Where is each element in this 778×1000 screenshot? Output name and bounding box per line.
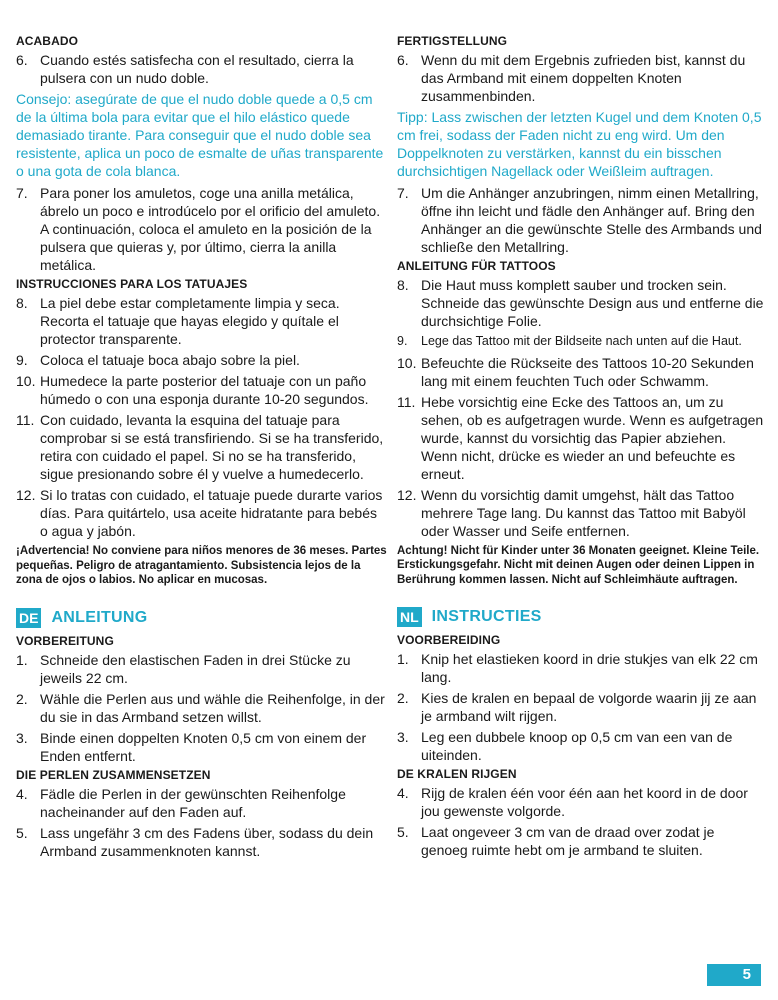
step-item: [397, 784, 765, 820]
tip-es: Consejo: asegúrate de que el nudo doble quede a 0,5 cm de la última bola para evitar que el hilo elástico quede demasiado tirante. Para conseguir que el nudo doble sea resistente, aplica un poco de esmalte de uñas transparente o una gota de cola blanca.: [16, 91, 384, 179]
step-item: [16, 690, 388, 726]
step-number: 6.: [397, 52, 409, 68]
step-text: La piel debe estar completamente limpia y seca. Recorta el tatuaje que hayas elegido y quítale el protector transparente.: [40, 295, 340, 347]
step-item: [16, 372, 388, 408]
step-item: [397, 184, 765, 256]
step-item: [16, 51, 388, 87]
beads-steps-de: [16, 785, 388, 860]
step-number: 10.: [16, 373, 36, 389]
left-column: [16, 34, 388, 863]
step-number: 12.: [397, 486, 417, 503]
step-item: [397, 354, 765, 390]
step-item: [397, 689, 765, 725]
step-text: Um die Anhänger anzubringen, nimm einen Metallring, öffne ihn leicht und fädle den Anhänger auf. Bring den Anhänger an die gewünschte Stelle des Armbands und schließe den Metallring.: [421, 185, 762, 255]
step-item: [397, 51, 765, 105]
step-text: Con cuidado, levanta la esquina del tatuaje para comprobar si se está transfiriendo. Si se ha transferido, retira con cuidado el papel. Si no se ha transferido, sigue presionando sobre él y vuelve a humedecerlo.: [40, 412, 384, 482]
step-text: Wähle die Perlen aus und wähle die Reihenfolge, in der du sie in das Armband setzen willst.: [40, 690, 385, 725]
step-text: Para poner los amuletos, coge una anilla metálica, ábrelo un poco e introdúcelo por el orificio del amuleto. A continuación, coloca el amuleto en la posición de la pulsera que quieras y, por último, cierra la anilla metálica.: [40, 185, 381, 273]
language-badge-de: DE: [16, 608, 41, 628]
step-text: Rijg de kralen één voor één aan het koord in de door jou gewenste volgorde.: [421, 785, 748, 819]
step-item: [16, 785, 388, 821]
step-item: [397, 333, 765, 351]
tip-de: Tipp: Lass zwischen der letzten Kugel und dem Knoten 0,5 cm frei, sodass der Faden nicht zu eng wird. Um den Doppelknoten zu verstärken, kannst du ein bisschen durchsichtigen Nagellack oder Weißleim auftragen.: [397, 109, 762, 179]
step-item: [16, 824, 388, 860]
step-item: [397, 393, 765, 483]
section-heading-finishing-de: FERTIGSTELLUNG: [397, 34, 508, 48]
step-item: [16, 729, 388, 765]
step-text: Humedece la parte posterior del tatuaje con un paño húmedo o con una esponja durante 10-20 segundos.: [40, 373, 369, 407]
step-number: 11.: [397, 393, 416, 410]
step-text: Kies de kralen en bepaal de volgorde waarin jij ze aan je armband wilt rijgen.: [421, 690, 757, 724]
language-title-de: ANLEITUNG: [51, 608, 148, 626]
step-text: Befeuchte die Rückseite des Tattoos 10-20 Sekunden lang mit einem feuchten Tuch oder Schwamm.: [421, 354, 754, 389]
charm-steps-de: [397, 184, 765, 256]
beads-steps-nl: [397, 784, 765, 859]
step-item: [397, 823, 765, 859]
step-item: [397, 276, 765, 330]
step-item: [16, 411, 388, 483]
section-heading-beads-nl: DE KRALEN RIJGEN: [397, 767, 517, 781]
section-heading-tattoo-es: INSTRUCCIONES PARA LOS TATUAJES: [16, 277, 248, 291]
step-number: 10.: [397, 354, 417, 371]
step-text: Si lo tratas con cuidado, el tatuaje puede durarte varios días. Para quitártelo, usa aceite hidratante para bebés o agua y jabón.: [40, 487, 383, 539]
step-item: [397, 486, 765, 540]
language-title-nl: INSTRUCTIES: [431, 608, 542, 625]
section-heading-tattoo-de: ANLEITUNG FÜR TATTOOS: [397, 259, 556, 273]
step-text: Laat ongeveer 3 cm van de draad over zodat je genoeg ruimte hebt om je armband te sluiten.: [421, 824, 715, 858]
step-item: [397, 650, 765, 686]
step-number: 2.: [16, 690, 28, 707]
step-item: [16, 184, 388, 274]
step-number: 2.: [397, 690, 409, 706]
step-text: Coloca el tatuaje boca abajo sobre la piel.: [40, 352, 300, 368]
section-heading-beads-de: DIE PERLEN ZUSAMMENSETZEN: [16, 767, 211, 782]
step-number: 6.: [16, 52, 28, 68]
section-heading-prep-de: VORBEREITUNG: [16, 633, 114, 648]
step-number: 12.: [16, 487, 36, 503]
step-text: Binde einen doppelten Knoten 0,5 cm von einem der Enden entfernt.: [40, 729, 367, 764]
page-number-badge: 5: [707, 964, 761, 986]
step-text: Knip het elastieken koord in drie stukjes van elk 22 cm lang.: [421, 651, 758, 685]
step-text: Leg een dubbele knoop op 0,5 cm van een van de uiteinden.: [421, 729, 733, 763]
right-column: [397, 34, 765, 862]
language-header-nl: [397, 607, 765, 627]
step-number: 9.: [16, 352, 28, 368]
step-text: Wenn du mit dem Ergebnis zufrieden bist, kannst du das Armband mit einem doppelten Knoten zusammenbinden.: [421, 52, 746, 104]
step-number: 4.: [16, 785, 28, 802]
step-number: 5.: [16, 824, 28, 841]
step-number: 8.: [397, 277, 409, 293]
step-text: Cuando estés satisfecha con el resultado, cierra la pulsera con un nudo doble.: [40, 52, 354, 86]
step-number: 8.: [16, 295, 28, 311]
step-item: [397, 728, 765, 764]
step-item: [16, 294, 388, 348]
charm-steps-es: [16, 184, 388, 274]
step-item: [16, 486, 388, 540]
step-number: 11.: [16, 412, 35, 428]
language-header-de: [16, 608, 388, 628]
step-text: Wenn du vorsichtig damit umgehst, hält das Tattoo mehrere Tage lang. Du kannst das Tattoo mit Babyöl oder Wasser und Seife entfernen.: [421, 486, 746, 539]
step-text: Lege das Tattoo mit der Bildseite nach unten auf die Haut.: [421, 334, 742, 348]
step-number: 1.: [16, 651, 28, 668]
step-text: Hebe vorsichtig eine Ecke des Tattoos an, um zu sehen, ob es aufgetragen wurde. Wenn es aufgetragen wurde, kannst du vorsichtig das Papier abziehen. Wenn nicht, drücke es wieder an und befeuchte es erneut.: [421, 393, 764, 482]
step-text: Schneide den elastischen Faden in drei Stücke zu jeweils 22 cm.: [40, 651, 351, 686]
step-number: 3.: [16, 729, 28, 746]
prep-steps-nl: [397, 650, 765, 764]
step-text: Lass ungefähr 3 cm des Fadens über, sodass du dein Armband zusammenknoten kannst.: [40, 824, 374, 859]
step-number: 3.: [397, 729, 409, 745]
step-item: [16, 351, 388, 369]
tattoo-steps-de: [397, 276, 765, 540]
section-heading-finishing-es: ACABADO: [16, 34, 79, 48]
step-number: 1.: [397, 651, 409, 667]
tattoo-steps-es: [16, 294, 388, 540]
section-heading-prep-nl: VOORBEREIDING: [397, 633, 501, 647]
finishing-steps-de: [397, 51, 765, 105]
step-number: 9.: [397, 334, 408, 348]
step-number: 4.: [397, 785, 409, 801]
step-item: [16, 651, 388, 687]
step-text: Die Haut muss komplett sauber und trocken sein. Schneide das gewünschte Design aus und entferne die durchsichtige Folie.: [421, 277, 764, 329]
step-number: 7.: [397, 185, 409, 201]
language-badge-nl: NL: [397, 607, 422, 627]
prep-steps-de: [16, 651, 388, 765]
step-text: Fädle die Perlen in der gewünschten Reihenfolge nacheinander auf den Faden auf.: [40, 785, 346, 820]
finishing-steps-es: [16, 51, 388, 87]
warning-de: Achtung! Nicht für Kinder unter 36 Monaten geeignet. Kleine Teile. Erstickungsgefahr. Nicht mit deinen Augen oder deinen Lippen in Berührung kommen lassen. Nicht auf Schleimhäute auftragen.: [397, 544, 760, 586]
step-number: 5.: [397, 824, 409, 840]
warning-es: ¡Advertencia! No conviene para niños menores de 36 meses. Partes pequeñas. Peligro de atragantamiento. Subsistencia lejos de la zona de ojos o labios. No aplicar en mucosas.: [16, 545, 387, 586]
step-number: 7.: [16, 185, 28, 201]
